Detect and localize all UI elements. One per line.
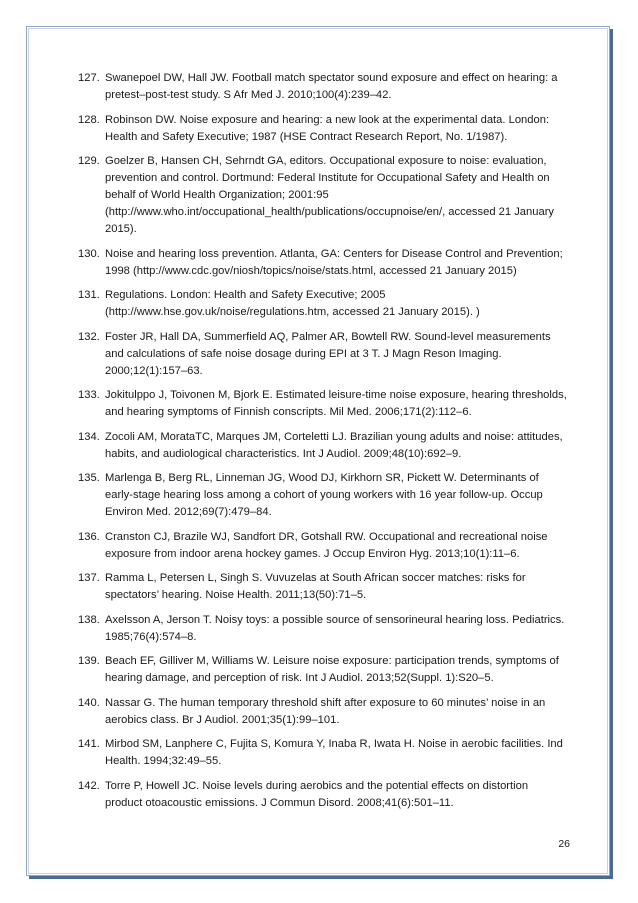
reference-text: Noise and hearing loss prevention. Atlanta, GA: Centers for Disease Control and Prevention; 1998 (http://www.cdc.gov/niosh/topics/noise/stats.html, accessed 21 January 2015)	[105, 247, 563, 277]
reference-number: 128.	[78, 113, 100, 126]
reference-number: 131.	[78, 289, 100, 301]
reference-item	[78, 329, 568, 380]
reference-number: 132.	[78, 330, 100, 343]
page-number: 26	[558, 838, 570, 850]
reference-item	[78, 112, 568, 146]
reference-text: Torre P, Howell JC. Noise levels during aerobics and the potential effects on distortion product otoacoustic emissions. J Commun Disord. 2008;41(6):501–11.	[105, 779, 529, 809]
reference-text: Cranston CJ, Brazile WJ, Sandfort DR, Gotshall RW. Occupational and recreational noise exposure from indoor arena hockey games. J Occup Environ Hyg. 2013;10(1):11–6.	[105, 530, 548, 560]
reference-item	[78, 70, 568, 104]
reference-text: Goelzer B, Hansen CH, Sehrndt GA, editors. Occupational exposure to noise: evaluation, prevention and control. Dortmund: Federal Institute for Occupational Safety and Health on behalf of World Health Organization; 2001:95 (http://www.who.int/occupational_health/publications/occupnoise/en/, accessed 21 January 2015).	[105, 155, 555, 235]
reference-text: Marlenga B, Berg RL, Linneman JG, Wood DJ, Kirkhorn SR, Pickett W. Determinants of early-stage hearing loss among a cohort of young workers with 16 year follow-up. Occup Environ Med. 2012;69(7):479–84.	[105, 472, 543, 518]
reference-text: Beach EF, Gilliver M, Williams W. Leisure noise exposure: participation trends, symptoms of hearing damage, and perception of risk. Int J Audiol. 2013;52(Suppl. 1):S20–5.	[105, 655, 559, 684]
reference-list	[78, 70, 568, 819]
reference-number: 140.	[78, 696, 100, 709]
page-shadow-bottom	[29, 876, 613, 879]
reference-number: 127.	[78, 72, 100, 84]
reference-number: 135.	[78, 472, 100, 484]
reference-item	[78, 570, 568, 604]
reference-number: 133.	[78, 389, 100, 401]
reference-item	[78, 246, 568, 280]
reference-number: 136.	[78, 530, 100, 543]
reference-text: Nassar G. The human temporary threshold shift after exposure to 60 minutes’ noise in an aerobics class. Br J Audiol. 2001;35(1):99–101.	[105, 696, 546, 726]
reference-item	[78, 612, 568, 646]
reference-number: 141.	[78, 738, 100, 750]
reference-item	[78, 287, 568, 321]
reference-item	[78, 736, 568, 770]
reference-item	[78, 387, 568, 421]
reference-text: Robinson DW. Noise exposure and hearing: a new look at the experimental data. London: Health and Safety Executive; 1987 (HSE Contract Research Report, No. 1/1987).	[105, 113, 550, 143]
reference-text: Ramma L, Petersen L, Singh S. Vuvuzelas at South African soccer matches: risks for spectators’ hearing. Noise Health. 2011;13(50):71–5.	[105, 572, 526, 601]
reference-text: Mirbod SM, Lanphere C, Fujita S, Komura Y, Inaba R, Iwata H. Noise in aerobic facilities. Ind Health. 1994;32:49–55.	[105, 738, 563, 767]
reference-text: Foster JR, Hall DA, Summerfield AQ, Palmer AR, Bowtell RW. Sound-level measurements and calculations of safe noise dosage during EPI at 3 T. J Magn Reson Imaging. 2000;12(1):157–63.	[105, 330, 551, 377]
reference-item	[78, 695, 568, 729]
reference-number: 142.	[78, 779, 100, 792]
reference-item	[78, 778, 568, 812]
reference-text: Regulations. London: Health and Safety Executive; 2005 (http://www.hse.gov.uk/noise/regulations.htm, accessed 21 January 2015). )	[105, 289, 480, 318]
reference-text: Zocoli AM, MorataTC, Marques JM, Corteletti LJ. Brazilian young adults and noise: attitudes, habits, and audiological characteristics. Int J Audiol. 2009;48(10):692–9.	[105, 430, 563, 460]
reference-item	[78, 529, 568, 563]
reference-number: 137.	[78, 572, 100, 584]
reference-item	[78, 153, 568, 238]
page-shadow-right	[610, 29, 613, 879]
reference-text: Jokitulppo J, Toivonen M, Bjork E. Estimated leisure-time noise exposure, hearing thresholds, and hearing symptoms of Finnish conscripts. Mil Med. 2006;171(2):112–6.	[105, 389, 567, 418]
reference-number: 129.	[78, 155, 100, 167]
reference-number: 134.	[78, 430, 100, 443]
reference-number: 139.	[78, 655, 100, 667]
reference-number: 130.	[78, 247, 100, 260]
reference-item	[78, 653, 568, 687]
reference-number: 138.	[78, 613, 100, 626]
reference-text: Axelsson A, Jerson T. Noisy toys: a possible source of sensorineural hearing loss. Pediatrics. 1985;76(4):574–8.	[105, 613, 565, 643]
reference-item	[78, 429, 568, 463]
reference-text: Swanepoel DW, Hall JW. Football match spectator sound exposure and effect on hearing: a pretest–post-test study. S Afr Med J. 2010;100(4):239–42.	[105, 72, 558, 101]
reference-item	[78, 470, 568, 521]
